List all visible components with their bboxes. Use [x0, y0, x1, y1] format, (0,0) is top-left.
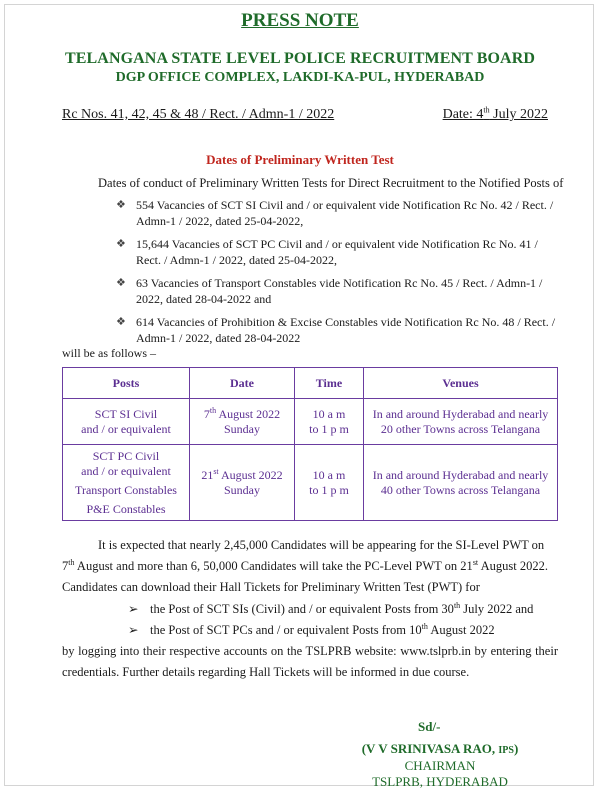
- list-item: ➢ the Post of SCT PCs and / or equivalent Posts from 10th August 2022: [128, 620, 533, 641]
- column-header: Time: [295, 368, 364, 399]
- date-cell: 7th August 2022 Sunday: [190, 399, 295, 445]
- login-paragraph: by logging into their respective accounts on the TSLPRB website: www.tslprb.in by entering their credentials. Further details regarding Hall Tickets will be informed in due course.: [62, 644, 558, 679]
- time-cell: 10 a m to 1 p m: [295, 399, 364, 445]
- diamond-bullet-icon: ❖: [116, 277, 126, 289]
- venue-cell: In and around Hyderabad and nearly 20 other Towns across Telangana: [364, 399, 558, 445]
- arrow-right-icon: ➢: [128, 623, 139, 637]
- schedule-table: [62, 367, 558, 521]
- vacancy-list: [116, 197, 560, 353]
- column-header: Posts: [63, 368, 190, 399]
- posts-cell: SCT SI Civil and / or equivalent: [63, 399, 190, 445]
- table-header-row: [63, 368, 558, 399]
- signatory-name: (V V SRINIVASA RAO, IPS): [361, 741, 519, 756]
- signed-mark: Sd/-: [418, 719, 441, 734]
- arrow-right-icon: ➢: [128, 602, 139, 616]
- column-header: Venues: [364, 368, 558, 399]
- press-note-title: PRESS NOTE: [241, 10, 359, 31]
- list-item: ❖ 15,644 Vacancies of SCT PC Civil and / or equivalent vide Notification Rc No. 41 / Rect. / Admn-1 / 2022, dated 25-04-2022,: [116, 237, 538, 267]
- signatory-designation: CHAIRMAN: [404, 758, 476, 773]
- venue-cell: In and around Hyderabad and nearly 40 other Towns across Telangana: [364, 445, 558, 521]
- date-cell: 21st August 2022 Sunday: [190, 445, 295, 521]
- list-item: ➢ the Post of SCT SIs (Civil) and / or equivalent Posts from 30th July 2022 and: [128, 599, 533, 620]
- intro-text: Dates of conduct of Preliminary Written Tests for Direct Recruitment to the Notified Posts of: [98, 176, 564, 190]
- list-item: ❖ 63 Vacancies of Transport Constables vide Notification Rc No. 45 / Rect. / Admn-1 / 2022, dated 28-04-2022 and: [116, 276, 543, 306]
- reference-number: Rc Nos. 41, 42, 45 & 48 / Rect. / Admn-1 / 2022: [62, 107, 335, 122]
- diamond-bullet-icon: ❖: [116, 316, 126, 328]
- list-item: ❖ 614 Vacancies of Prohibition & Excise Constables vide Notification Rc No. 48 / Rect. / Admn-1 / 2022, dated 28-04-2022: [116, 315, 556, 345]
- board-name: TELANGANA STATE LEVEL POLICE RECRUITMENT BOARD: [64, 50, 536, 67]
- diamond-bullet-icon: ❖: [116, 199, 126, 211]
- expectation-paragraph: It is expected that nearly 2,45,000 Candidates will be appearing for the SI-Level PWT on 7th August and more than 6, 50,000 Candidates will take the PC-Level PWT on 21st August 2022. Candidates can download their Hall Tickets for Preliminary Written Test (PWT) for: [62, 538, 548, 594]
- diamond-bullet-icon: ❖: [116, 238, 126, 250]
- board-address: DGP OFFICE COMPLEX, LAKDI-KA-PUL, HYDERABAD: [115, 70, 485, 85]
- posts-cell: SCT PC Civil and / or equivalent Transport Constables P&E Constables: [63, 445, 190, 521]
- signatory-organization: TSLPRB, HYDERABAD: [372, 774, 508, 789]
- column-header: Date: [190, 368, 295, 399]
- section-title: Dates of Preliminary Written Test: [206, 152, 394, 167]
- time-cell: 10 a m to 1 p m: [295, 445, 364, 521]
- list-item: ❖ 554 Vacancies of SCT SI Civil and / or equivalent vide Notification Rc No. 42 / Rect. / Admn-1 / 2022, dated 25-04-2022,: [116, 198, 554, 228]
- follows-text: will be as follows –: [62, 346, 156, 360]
- press-date: Date: 4th July 2022: [442, 105, 548, 122]
- table-row: [63, 445, 558, 521]
- hall-ticket-list: [128, 599, 533, 641]
- table-row: [63, 399, 558, 445]
